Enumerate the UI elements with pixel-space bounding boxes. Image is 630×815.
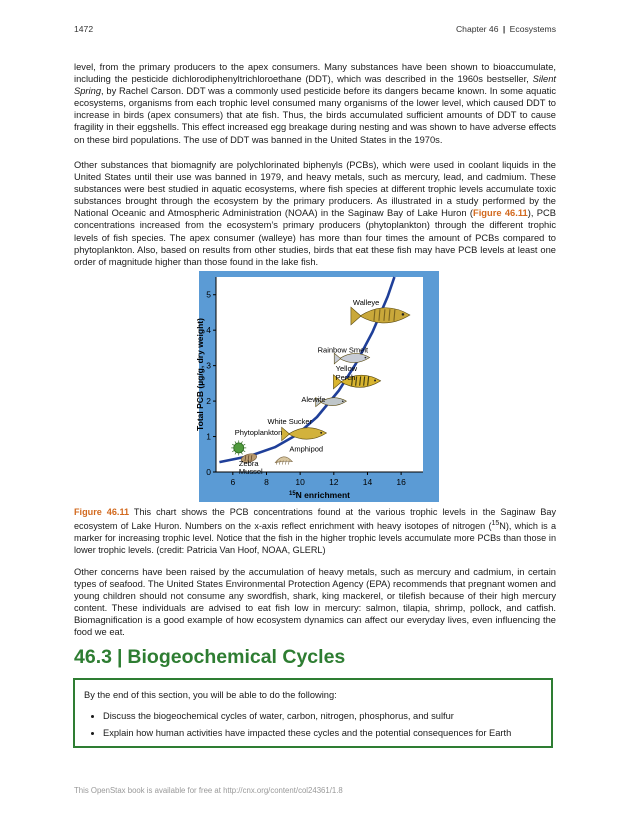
para1-text-a: level, from the primary producers to the apex consumers. Many substances have been shown to bioaccumulate, including the pesticide dichlorodiphenyltrichloroethane (DDT), which was described in the 1960s bestseller, [74, 62, 556, 85]
para2-text-a: Other substances that biomagnify are polychlorinated biphenyls (PCBs), which were used in coolant liquids in the United States until their use was banned in 1979, and heavy metals, such as mercury, lead, and cadmium. These substances were best studied in aquatic ecosystems, where fish species at different trophic levels accumulate toxic substances brought through the ecosystem by the primary producers. As illustrated in a study performed by the National Oceanic and Atmospheric Administration (NOAA) in the Saginaw Bay of Lake Huron ( [74, 160, 556, 219]
section-separator: | [116, 646, 123, 668]
plot-area [216, 277, 423, 472]
learning-objectives-box [73, 678, 553, 748]
amphipod-label: Amphipod [289, 444, 324, 454]
white-sucker-eye [320, 432, 322, 434]
header-separator: | [502, 24, 506, 34]
zebra-mussel-label-line2: Mussel [238, 467, 263, 477]
caption-text-a: This chart shows the PCB concentrations found at the various trophic levels in the Saginaw Bay ecosystem of Lake Huron. Numbers on the x-axis reflect enrichment with heavy isotopes of nitrogen ( [74, 507, 556, 532]
objectives-list [75, 708, 543, 742]
chapter-title: Ecosystems [509, 24, 556, 34]
figure-caption [74, 506, 556, 556]
alewife-eye [342, 400, 344, 402]
caption-text-b: N), which is a marker for increasing trophic level. Notice that the fish in the higher trophic levels accumulate more PCBs than those in lower trophic levels. (credit: Patricia Van Hoof, NOAA, GLERL) [74, 521, 556, 556]
page-footer: This OpenStax book is available for free at http://cnx.org/content/col24361/1.8 [74, 786, 343, 795]
chapter-number: Chapter 46 [455, 24, 499, 34]
yellow-perch-label-line1: Yellow [335, 363, 358, 373]
y-tick-label: 1 [206, 431, 211, 442]
rainbow-smelt-eye [365, 357, 367, 359]
walleye-label: Walleye [352, 298, 380, 307]
body-paragraph-mercury: Other concerns have been raised by the accumulation of heavy metals, such as mercury and cadmium, in certain types of seafood. The United States Environmental Protection Agency (EPA) recommends that pregnant women and young children should not consume any swordfish, shark, king mackerel, or tilefish because of their high mercury content. These individuals are advised to eat fish low in mercury: salmon, tilapia, shrimp, pollock, and catfish. Biomagnification is a good example of how ecosystem dynamics can affect our everyday lives, even influencing the food we eat. [74, 567, 556, 638]
zebra-mussel-label-line1: Zebra [238, 459, 259, 469]
para2-text-b: ), PCB concentrations increased from the ecosystem’s primary producers (phytoplankton) through the different trophic levels of fish species. The apex consumer (walleye) has more than four times the amount of PCBs compared to phytoplankton. Also, based on results from other studies, birds that eat these fish may have PCB levels at least one order of magnitude higher than those found in the lake fish. [74, 208, 556, 267]
book-title: Silent Spring [74, 74, 556, 97]
phytoplankton-cell [234, 443, 244, 453]
x-tick-label: 10 [295, 477, 305, 487]
x-tick-label: 6 [230, 477, 236, 487]
y-tick-label: 4 [206, 325, 211, 336]
section-title [74, 646, 345, 669]
caption-superscript: 15 [491, 520, 500, 527]
y-tick-label: 0 [206, 467, 211, 477]
x-tick-label: 14 [362, 477, 373, 487]
x-tick-label: 8 [264, 477, 269, 487]
white-sucker-label: White Sucker [267, 417, 313, 426]
x-axis-label [289, 490, 350, 500]
body-paragraph-pcb [74, 159, 556, 268]
x-tick-label: 12 [329, 477, 339, 487]
body-paragraph-ddt [74, 61, 556, 146]
objective-item: • Explain how human activities have impacted these cycles and the potential consequences for Earth [103, 725, 543, 742]
para1-text-b: , by Rachel Carson. DDT was a commonly used pesticide before its dangers became known. In some aquatic ecosystems, organisms from each trophic level consumed many organisms of the lower level, which caused DDT to increase in birds (apex consumers) that ate fish. Thus, the birds accumulated sufficient amounts of DDT to cause fragility in their eggshells. This effect increased egg breakage during nesting and was shown to have adverse effects on these bird populations. The use of DDT was banned in the United States in the 1970s. [74, 86, 556, 145]
phytoplankton-label: Phytoplankton [234, 427, 283, 437]
section-name: Biogeochemical Cycles [127, 646, 346, 668]
objectives-intro: By the end of this section, you will be able to do the following: [84, 690, 337, 700]
objective-item: • Discuss the biogeochemical cycles of water, carbon, nitrogen, phosphorus, and sulfur [103, 708, 543, 725]
rainbow-smelt-label: Rainbow Smelt [317, 345, 369, 355]
walleye-eye [402, 313, 405, 316]
section-number: 46.3 [74, 646, 112, 668]
pcb-chart-figure [195, 271, 439, 502]
caption-label: Figure 46.11 [74, 507, 130, 517]
yellow-perch-label-line2: Perch [335, 372, 356, 382]
y-axis-label: Total PCB (µg/g, dry weight) [195, 318, 205, 431]
y-tick-label: 5 [206, 289, 211, 300]
page-header [74, 24, 556, 36]
chapter-heading [456, 24, 556, 34]
y-tick-label: 2 [206, 396, 211, 407]
figure-link[interactable]: Figure 46.11 [472, 208, 528, 219]
alewife-label: Alewife [301, 395, 326, 405]
pcb-chart [195, 271, 439, 502]
x-tick-label: 16 [396, 477, 406, 487]
page-number: 1472 [74, 24, 94, 34]
x-axis-label-superscript: 15 [288, 491, 296, 497]
y-tick-label: 3 [206, 360, 211, 371]
x-axis-label-text: N enrichment [295, 490, 351, 500]
yellow-perch-eye [374, 380, 376, 382]
